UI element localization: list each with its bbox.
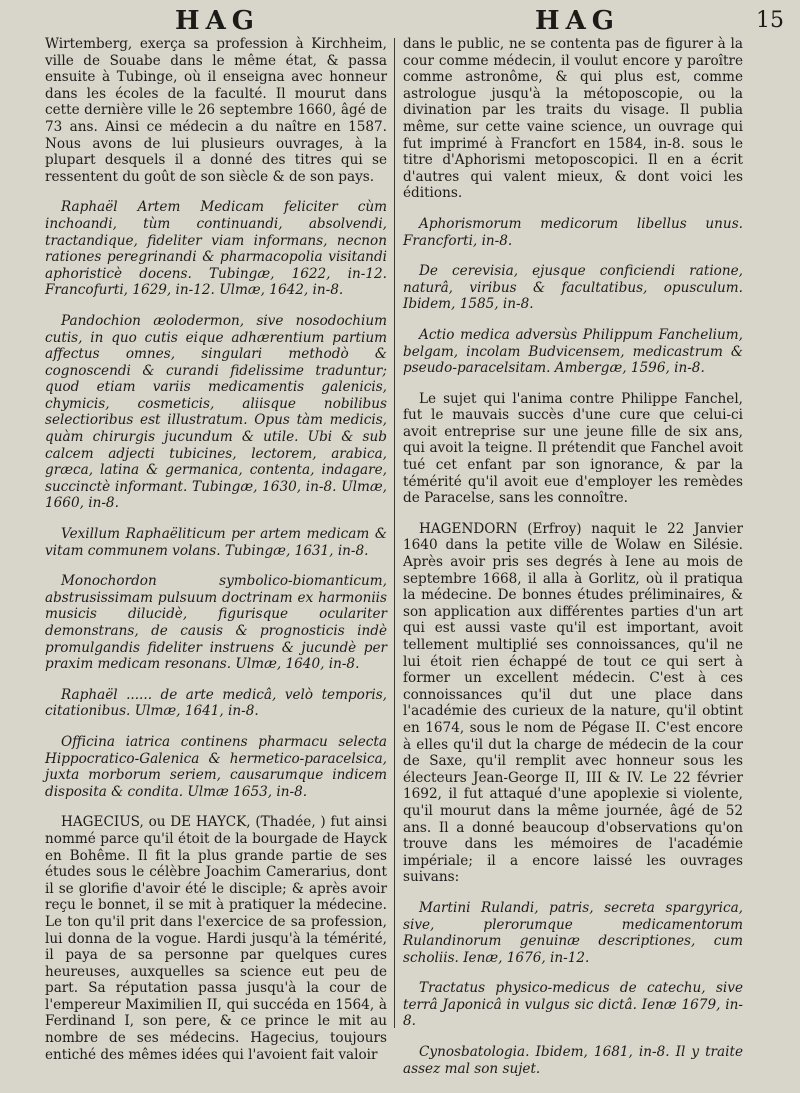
paragraph-fanchel: Le sujet qui l'anima contre Philippe Fanchel, fut le mauvais succès d'une cure que celui-ci avoit entreprise sur une jeune fille de six ans, qui avoit la teigne. Il prétendit que Fanchel avoit tué cet enfant par son ignorance, & par la témérité qu'il avoit eue d'employer les remèdes de Paracelse, sans les connoître. xyxy=(403,390,743,507)
bibliography-aphorismorum: Aphorismorum medicorum libellus unus. Francforti, in-8. xyxy=(403,215,743,249)
paragraph-hagecius-continued: dans le public, ne se contenta pas de figurer à la cour comme médecin, il voulut encore y paroître comme astronôme, & qui plus est, comme astrologue jusqu'à la métoposcopie, ou la divination par les traits du visage. Il publia même, sur cette vaine science, un ouvrage qui fut imprimé à Francfort en 1584, in-8. sous le titre d'Aphorismi metoposcopici. Il en a écrit d'autres qui valent mieux, & dont voici les éditions. xyxy=(403,36,743,202)
bibliography-catechu: Tractatus physico-medicus de catechu, sive terrâ Japonicâ in vulgus sic dictâ. Ienæ 1679, in-8. xyxy=(403,980,743,1030)
bibliography-raphael-artem: Raphaël Artem Medicam feliciter cùm inchoandi, tùm continuandi, absolvendi, tractandique, fideliter viam informans, necnon rationes peregrinandi & pharmacopolia visitandi aphoristicè docens. Tubingæ, 1622, in-12. Francofurti, 1629, in-12. Ulmæ, 1642, in-8. xyxy=(45,199,387,299)
bibliography-martini-rulandi: Martini Rulandi, patris, secreta spargyrica, sive, plerorumque medicamentorum Rulandinorum genuinæ descriptiones, cum scholiis. Ienæ, 1676, in-12. xyxy=(403,899,743,966)
bibliography-cynosbatologia: Cynosbatologia. Ibidem, 1681, in-8. Il y traite assez mal son sujet. xyxy=(403,1044,743,1077)
bibliography-actio-medica: Actio medica adversùs Philippum Fanchelium, belgam, incolam Budvicensem, medicastrum & pseudo-paracelsitam. Ambergæ, 1596, in-8. xyxy=(403,326,743,377)
left-column xyxy=(45,36,387,1063)
bibliography-de-cerevisia: De cerevisia, ejusque conficiendi ratione, naturâ, viribus & facultatibus, opusculum. Ibidem, 1585, in-8. xyxy=(403,263,743,313)
paragraph-wirtemberg: Wirtemberg, exerça sa profession à Kirchheim, ville de Souabe dans le même état, & passa ensuite à Tubinge, où il enseigna avec honneur dans les écoles de la faculté. Il mourut dans cette dernière ville le 26 septembre 1660, âgé de 73 ans. Ainsi ce médecin a du naître en 1587. Nous avons de lui plusieurs ouvrages, à la plupart desquels il a donné des titres qui se ressentent du goût de son siècle & de son pays. xyxy=(45,36,387,185)
page-number: 15 xyxy=(756,8,784,33)
running-header-left: HAG xyxy=(175,6,260,36)
bibliography-raphael-de-arte: Raphaël ...... de arte medicâ, velò temporis, citationibus. Ulmæ, 1641, in-8. xyxy=(45,686,387,720)
entry-hagendorn: HAGENDORN (Erfroy) naquit le 22 Janvier 1640 dans la petite ville de Wolaw en Silésie. Après avoir pris ses degrés à Iene au mois de septembre 1668, il alla à Gorlitz, où il pratiqua la médecine. De bonnes études préliminaires, & son application aux différentes parties d'un art qui est aussi vaste qu'il est important, avoit tellement multiplié ses connoissances, qu'il ne lui étoit rien échappé de tout ce qui sert à former un excellent médecin. C'est à ces connoissances qu'il dut une place dans l'académie des curieux de la nature, qu'il obtint en 1674, sous le nom de Pégase II. C'est encore à elles qu'il dut la charge de médecin de la cour de Saxe, qu'il remplit avec honneur sous les électeurs Jean-George II, III & IV. Le 22 février 1692, il fut attaqué d'une apoplexie si violente, qu'il mourut dans la même journée, âgé de 52 ans. Il a donné beaucoup d'observations qu'on trouve dans les mémoires de l'académie impériale; il a encore laissé les ouvrages suivans: xyxy=(403,520,743,886)
bibliography-vexillum: Vexillum Raphaëliticum per artem medicam & vitam communem volans. Tubingæ, 1631, in-8. xyxy=(45,526,387,559)
bibliography-officina: Officina iatrica continens pharmacu selecta Hippocratico-Galenica & hermetico-paracelsica, juxta morborum seriem, causarumque indicem disposita & condita. Ulmæ 1653, in-8. xyxy=(45,733,387,800)
bibliography-pandochion: Pandochion æolodermon, sive nosodochium cutis, in quo cutis eique adhærentium partium affectus omnes, singulari methodò & cognoscendi & curandi fidelissime traduntur; quod etiam variis medicamentis galenicis, chymicis, cosmeticis, aliisque nobilibus selectioribus est illustratum. Opus tàm medicis, quàm chirurgis jucundum & utile. Ubi & sub calcem adjecti tubicines, lectorem, arabica, græca, latina & germanica, contenta, indagare, succinctè informant. Tubingæ, 1630, in-8. Ulmæ, 1660, in-8. xyxy=(45,312,387,512)
entry-hagecius: HAGECIUS, ou DE HAYCK, (Thadée, ) fut ainsi nommé parce qu'il étoit de la bourgade de Hayck en Bohême. Il fit la plus grande partie de ses études sous le célèbre Joachim Camerarius, dont il se glorifie d'avoir été le disciple; & après avoir reçu le bonnet, il se mit à pratiquer la médecine. Le ton qu'il prit dans l'exercice de sa profession, lui donna de la vogue. Hardi jusqu'à la témérité, il paya de sa personne par quelques cures heureuses, auxquelles sa science eut peu de part. Sa réputation passa jusqu'à la cour de l'empereur Maximilien II, qui succéda en 1564, à Ferdinand I, son pere, & ce prince le mit au nombre de ses médecins. Hagecius, toujours entiché des mêmes idées qui l'avoient fait valoir xyxy=(45,814,387,1063)
right-column xyxy=(403,36,743,1077)
bibliography-monochordon: Monochordon symbolico-biomanticum, abstrusissimam pulsuum doctrinam ex harmoniis musicis dilucidè, figurisque oculariter demonstrans, de causis & prognosticis indè promulgandis fideliter instruens & jucundè per praxim medicam resonans. Ulmæ, 1640, in-8. xyxy=(45,573,387,673)
column-divider xyxy=(394,38,395,1028)
running-header-right: HAG xyxy=(535,6,620,36)
